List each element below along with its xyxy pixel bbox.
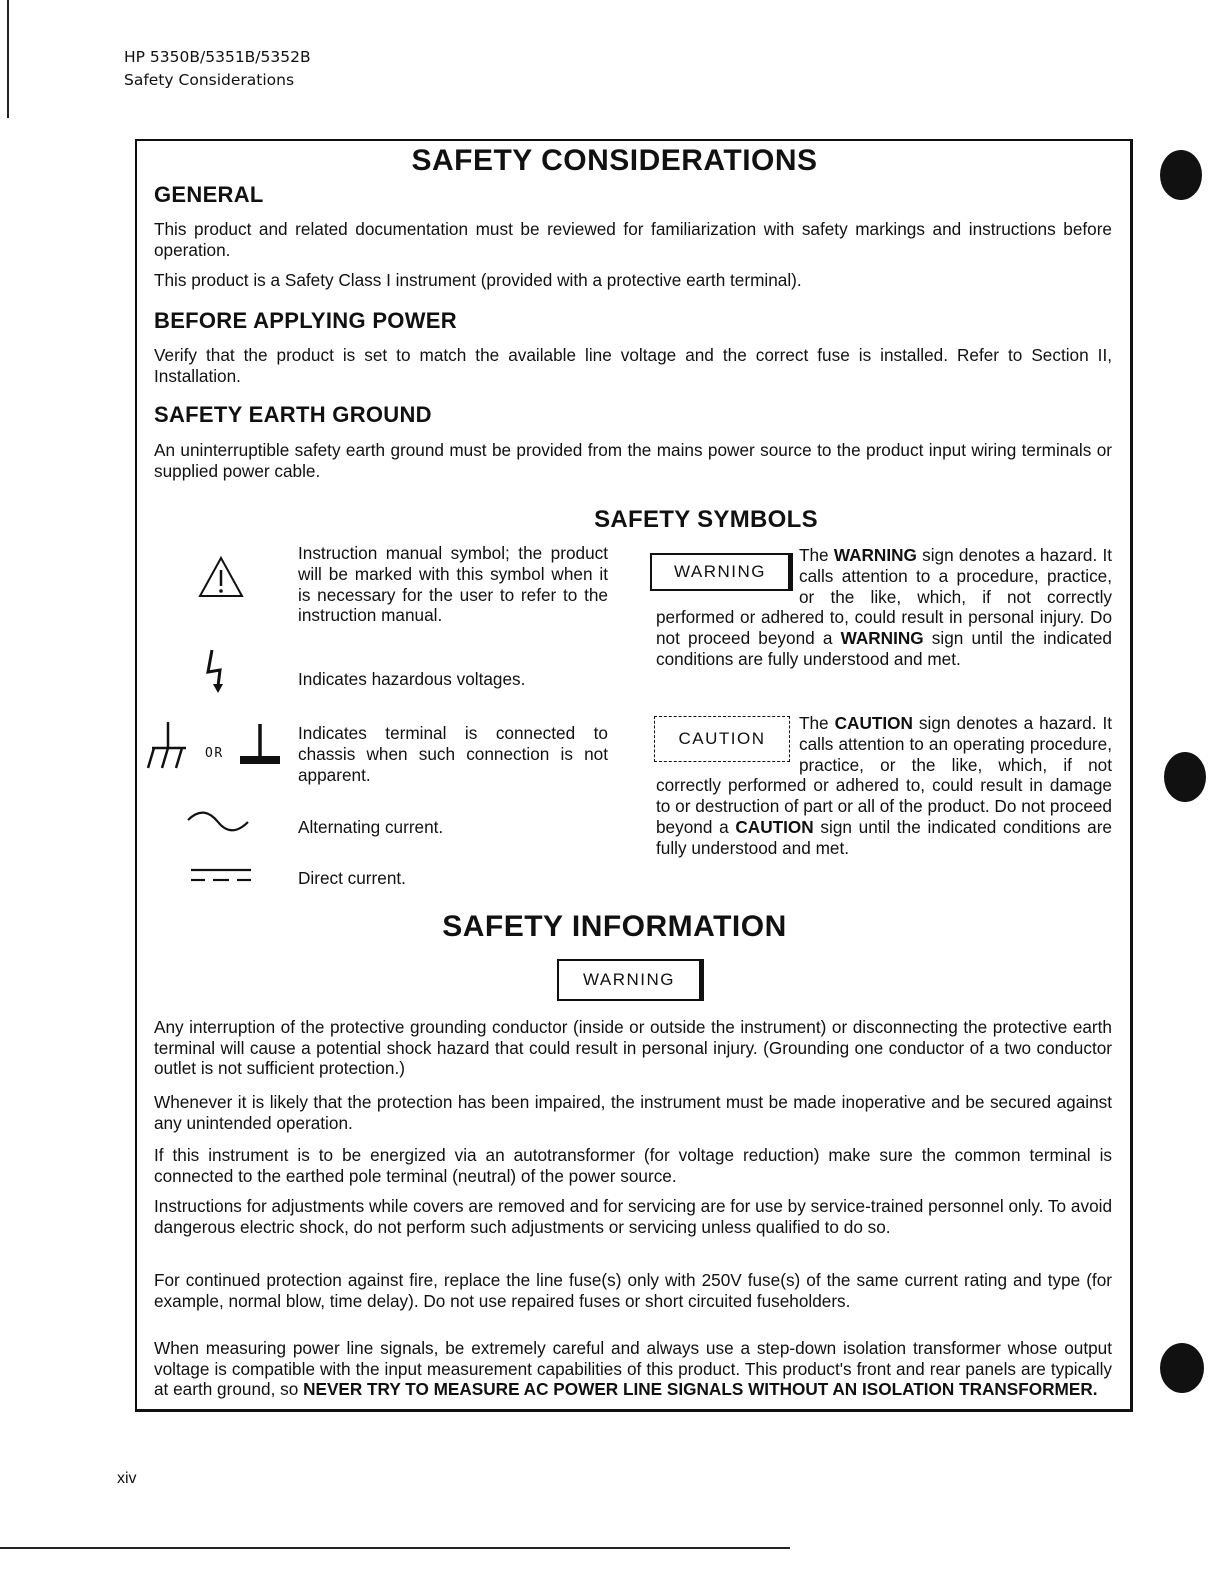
warning-triangle-icon: [198, 555, 244, 599]
warning-float-spacer: [656, 545, 799, 603]
caution-text-rest: sign denotes a hazard. It calls attention to an operating procedure, practice, or the like, which, if not correctly performed or adhered to, could result in damage to or destruction of part or all of the product. Do not proceed beyond a: [656, 713, 1113, 837]
alternating-current-icon: [186, 810, 250, 836]
page-header: [124, 46, 311, 92]
hazardous-voltage-icon: [202, 648, 232, 694]
binder-hole-dot-bottom: [1160, 1343, 1204, 1393]
or-label: OR: [205, 746, 224, 761]
caution-text-bold-2: CAUTION: [735, 816, 814, 837]
before-power-paragraph: Verify that the product is set to match the available line voltage and the correct fuse is installed. Refer to Section II, Installation.: [154, 345, 1112, 386]
information-warning-box: [557, 959, 704, 1001]
symbols-heading: SAFETY SYMBOLS: [594, 506, 818, 533]
information-paragraph-6: [154, 1338, 1112, 1400]
ac-text: Alternating current.: [298, 817, 444, 837]
caution-text-end: sign until the indicated conditions are fully understood and met.: [656, 816, 1112, 858]
warning-text-pre: The: [799, 545, 829, 565]
information-paragraph-5: For continued protection against fire, replace the line fuse(s) only with 250V fuse(s) of the same current rating and type (for example, normal blow, time delay). Do not use repaired fuses or short circuited fuseholders.: [154, 1270, 1112, 1311]
header-model: HP 5350B/5351B/5352B: [124, 48, 311, 66]
hazardous-voltage-text: Indicates hazardous voltages.: [298, 669, 526, 689]
information-paragraph-1: Any interruption of the protective grounding conductor (inside or outside the instrument) or disconnecting the protective earth terminal will cause a potential shock hazard that could result in personal injury. (Grounding one conductor of a two conductor outlet is not sufficient protection.): [154, 1017, 1112, 1078]
earth-ground-icon: [238, 720, 282, 772]
left-margin-mark: [7, 0, 9, 118]
general-paragraph-2: This product is a Safety Class I instrument (provided with a protective earth terminal).: [154, 270, 802, 290]
footer-rule: [0, 1547, 790, 1549]
warning-text-rest: sign denotes a hazard. It calls attention to a procedure, practice, or the like, which, if not correctly performed or adhered to, could result in personal injury. Do not proceed beyond a: [656, 545, 1113, 649]
general-paragraph-1: This product and related documentation must be reviewed for familiarization with safety markings and instructions before operation.: [154, 219, 1112, 260]
caution-description: [656, 713, 1112, 859]
caution-sign-label: CAUTION: [678, 729, 766, 748]
earth-ground-heading: SAFETY EARTH GROUND: [154, 402, 432, 427]
chassis-ground-icon: [146, 720, 190, 772]
dc-text: Direct current.: [298, 868, 406, 888]
header-section: Safety Considerations: [124, 71, 295, 89]
binder-hole-dot-middle: [1164, 752, 1206, 802]
caution-float-spacer: [656, 713, 799, 771]
information-heading: SAFETY INFORMATION: [442, 910, 787, 943]
caution-text-bold: CAUTION: [834, 713, 913, 733]
information-warning-label: WARNING: [582, 970, 676, 989]
general-heading: GENERAL: [154, 182, 264, 207]
direct-current-icon: [189, 866, 253, 884]
warning-text-bold: WARNING: [833, 545, 917, 565]
caution-text-pre: The: [799, 713, 829, 733]
information-paragraph-6-bold: NEVER TRY TO MEASURE AC POWER LINE SIGNALS WITHOUT AN ISOLATION TRANSFORMER.: [303, 1379, 1098, 1399]
page-title: SAFETY CONSIDERATIONS: [411, 144, 818, 177]
warning-text-bold-2: WARNING: [840, 628, 924, 649]
warning-description: [656, 545, 1112, 670]
instruction-manual-text: Instruction manual symbol; the product will be marked with this symbol when it is necessary for the user to refer to the instruction manual.: [298, 543, 608, 626]
earth-ground-paragraph: An uninterruptible safety earth ground must be provided from the mains power source to the product input wiring terminals or supplied power cable.: [154, 440, 1112, 481]
page-number: xiv: [117, 1470, 137, 1487]
information-paragraph-4: Instructions for adjustments while covers are removed and for servicing are for use by service-trained personnel only. To avoid dangerous electric shock, do not perform such adjustments or servicing unless qualified to do so.: [154, 1196, 1112, 1237]
before-power-heading: BEFORE APPLYING POWER: [154, 308, 457, 333]
information-paragraph-2: Whenever it is likely that the protection has been impaired, the instrument must be made inoperative and be secured against any unintended operation.: [154, 1092, 1112, 1133]
warning-sign-label: WARNING: [673, 562, 767, 581]
information-paragraph-6-normal: When measuring power line signals, be extremely careful and always use a step-down isolation transformer whose output voltage is compatible with the input measurement capabilities of this product. This product's front and rear panels are typically at earth ground, so: [154, 1338, 1112, 1399]
warning-text-end: sign until the indicated conditions are fully understood and met.: [656, 628, 1112, 669]
information-paragraph-3: If this instrument is to be energized via an autotransformer (for voltage reduction) make sure the common terminal is connected to the earthed pole terminal (neutral) of the power source.: [154, 1145, 1112, 1186]
chassis-text: Indicates terminal is connected to chassis when such connection is not apparent.: [298, 723, 608, 785]
